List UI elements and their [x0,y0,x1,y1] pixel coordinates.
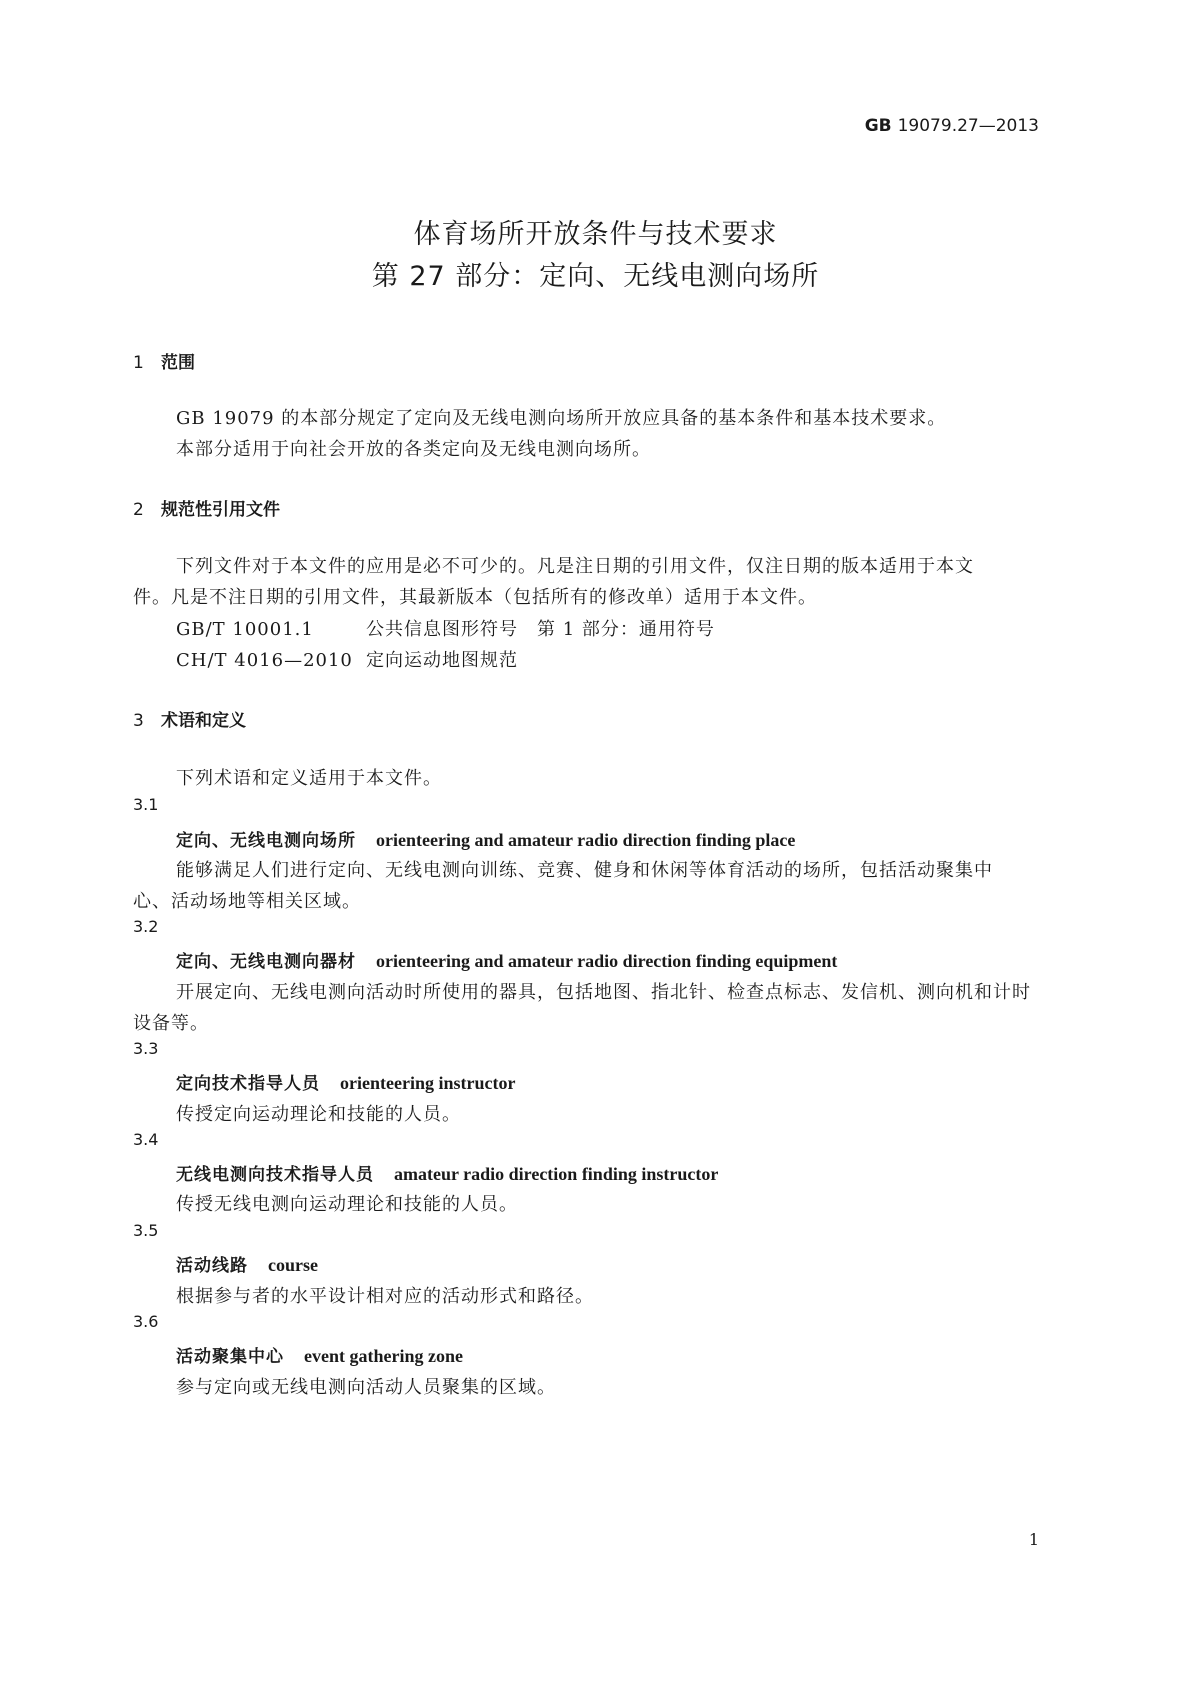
term-entry [176,947,837,972]
term-number: 3.2 [133,917,159,936]
term-zh: 定向、无线电测向场所 [176,831,356,851]
term-entry [176,1160,718,1185]
term-number: 3.1 [133,795,159,814]
section-number: 1 [133,353,144,373]
term-en: amateur radio direction finding instructor [394,1164,719,1184]
section-number: 3 [133,711,144,731]
section-heading-normative-references [133,495,280,520]
term-number: 3.4 [133,1130,159,1149]
term-en: orienteering instructor [340,1073,516,1093]
reference-item [176,615,715,641]
term-definition: 参与定向或无线电测向活动人员聚集的区域。 [176,1377,556,1398]
term-definition: 能够满足人们进行定向、无线电测向训练、竞赛、健身和休闲等体育活动的场所，包括活动聚集中 [176,860,993,881]
section-title: 术语和定义 [161,711,246,731]
term-entry [176,1251,318,1276]
term-definition: 根据参与者的水平设计相对应的活动形式和路径。 [176,1286,594,1307]
standard-code: 19079.27—2013 [897,116,1039,136]
term-number: 3.6 [133,1312,159,1331]
document-subtitle: 第 27 部分：定向、无线电测向场所 [371,261,820,292]
term-entry [176,1342,463,1367]
term-number: 3.3 [133,1039,159,1058]
section-heading-scope [133,348,195,373]
term-definition: 传授无线电测向运动理论和技能的人员。 [176,1194,518,1215]
standard-number [865,116,1039,136]
term-zh: 无线电测向技术指导人员 [176,1165,374,1185]
term-definition: 设备等。 [133,1013,209,1034]
reference-item [176,646,518,672]
paragraph-line: 下列文件对于本文件的应用是必不可少的。凡是注日期的引用文件，仅注日期的版本适用于本文 [176,556,974,577]
reference-code: GB/T 10001.1 [176,619,314,640]
term-definition: 开展定向、无线电测向活动时所使用的器具，包括地图、指北针、检查点标志、发信机、测向机和计时 [176,982,1031,1003]
term-definition: 传授定向运动理论和技能的人员。 [176,1104,461,1125]
term-zh: 活动线路 [176,1256,248,1276]
term-number: 3.5 [133,1221,159,1240]
term-en: course [268,1255,318,1275]
paragraph: GB 19079 的本部分规定了定向及无线电测向场所开放应具备的基本条件和基本技术要求。 [176,408,947,429]
section-title: 规范性引用文件 [161,500,280,520]
term-definition: 心、活动场地等相关区域。 [133,891,361,912]
term-entry [176,1069,515,1094]
page-number: 1 [1028,1530,1039,1549]
term-en: orienteering and amateur radio direction finding equipment [376,951,838,971]
paragraph-line: 件。凡是不注日期的引用文件，其最新版本（包括所有的修改单）适用于本文件。 [133,587,817,608]
reference-title: 公共信息图形符号 第 1 部分：通用符号 [366,619,715,640]
paragraph: 下列术语和定义适用于本文件。 [176,768,442,789]
term-zh: 定向、无线电测向器材 [176,952,356,972]
paragraph: 本部分适用于向社会开放的各类定向及无线电测向场所。 [176,439,651,460]
term-en: event gathering zone [304,1346,463,1366]
term-zh: 活动聚集中心 [176,1347,284,1367]
reference-code: CH/T 4016—2010 [176,650,353,671]
reference-title: 定向运动地图规范 [366,650,518,671]
term-zh: 定向技术指导人员 [176,1074,320,1094]
term-entry [176,826,795,851]
term-en: orienteering and amateur radio direction finding place [376,830,796,850]
section-number: 2 [133,500,144,520]
section-heading-terms [133,706,246,731]
section-title: 范围 [161,353,195,373]
document-title: 体育场所开放条件与技术要求 [413,219,778,250]
standard-prefix: GB [864,116,892,136]
